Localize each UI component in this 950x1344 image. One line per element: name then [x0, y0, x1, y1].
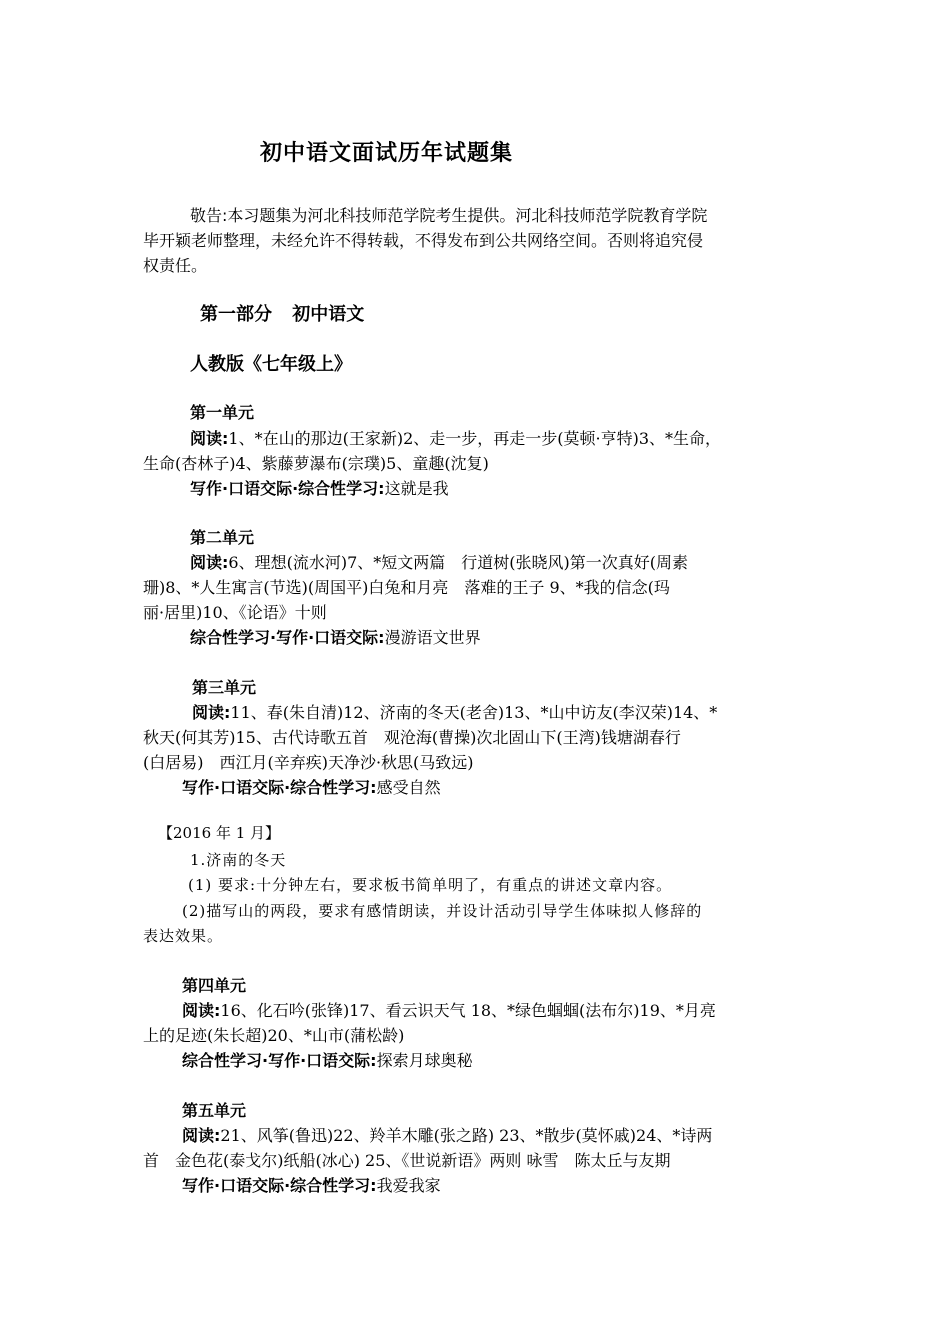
unit-2-reading-line-1	[190, 550, 688, 573]
unit-3-reading-line-2: 秋天(何其芳)15、古代诗歌五首 观沧海(曹操)次北固山下(王湾)钱塘湖春行	[143, 728, 681, 747]
unit-1-activity	[190, 476, 449, 499]
reading-text: 16、化石吟(张锋)17、看云识天气 18、*绿色蝈蝈(法布尔)19、*月亮	[220, 1001, 716, 1020]
reading-label: 阅读:	[182, 1001, 221, 1020]
reading-label: 阅读:	[182, 1126, 221, 1145]
reading-label: 阅读:	[190, 553, 229, 572]
unit-4-activity	[182, 1048, 473, 1071]
activity-text: 这就是我	[384, 479, 449, 498]
notice-line-3: 权责任。	[143, 256, 208, 275]
reading-text: 1、*在山的那边(王家新)2、走一步，再走一步(莫顿·亨特)3、*生命，	[228, 429, 722, 448]
reading-text: 11、春(朱自清)12、济南的冬天(老舍)13、*山中访友(李汉荣)14、*	[230, 703, 718, 722]
unit-3-reading-line-3: (白居易) 西江月(辛弃疾)天净沙·秋思(马致远)	[143, 753, 474, 772]
reading-label: 阅读:	[190, 429, 229, 448]
unit-5-reading-line-2: 首 金色花(泰戈尔)纸船(冰心) 25、《世说新语》两则 咏雪 陈太丘与友期	[143, 1151, 671, 1170]
reading-text: 6、理想(流水河)7、*短文两篇 行道树(张晓风)第一次真好(周素	[228, 553, 688, 572]
unit-3-activity	[182, 775, 441, 798]
unit-2-title: 第二单元	[190, 528, 255, 547]
unit-2-activity	[190, 625, 481, 648]
unit-5-reading-line-1	[182, 1123, 712, 1146]
notice-line-1: 敬告:本习题集为河北科技师范学院考生提供。河北科技师范学院教育学院	[190, 206, 708, 225]
document-title: 初中语文面试历年试题集	[260, 141, 514, 166]
activity-label: 写作·口语交际·综合性学习:	[182, 778, 377, 797]
unit-4-reading-line-1	[182, 998, 716, 1021]
unit-2-reading-line-2: 珊)8、*人生寓言(节选)(周国平)白兔和月亮 落难的王子 9、*我的信念(玛	[143, 578, 670, 597]
exam-requirement-1: (1) 要求:十分钟左右，要求板书简单明了，有重点的讲述文章内容。	[188, 876, 673, 894]
activity-label: 写作·口语交际·综合性学习:	[182, 1176, 377, 1195]
unit-2-reading-line-3: 丽·居里)10、《论语》十则	[143, 603, 327, 622]
exam-date: 【2016 年 1 月】	[158, 824, 281, 842]
book-title: 人教版《七年级上》	[190, 354, 352, 375]
activity-label: 综合性学习·写作·口语交际:	[182, 1051, 377, 1070]
activity-label: 写作·口语交际·综合性学习:	[190, 479, 385, 498]
unit-3-title: 第三单元	[192, 678, 257, 697]
activity-text: 探索月球奥秘	[376, 1051, 473, 1070]
activity-label: 综合性学习·写作·口语交际:	[190, 628, 385, 647]
exam-requirement-2-line-1: (2)描写山的两段，要求有感情朗读，并设计活动引导学生体味拟人修辞的	[182, 902, 703, 920]
notice-line-2: 毕开颖老师整理，未经允许不得转载，不得发布到公共网络空间。否则将追究侵	[143, 231, 704, 250]
unit-5-activity	[182, 1173, 441, 1196]
unit-1-reading-line-2: 生命(杏林子)4、紫藤萝瀑布(宗璞)5、童趣(沈复)	[143, 454, 489, 473]
reading-label: 阅读:	[192, 703, 231, 722]
exam-item-title: 1.济南的冬天	[190, 851, 287, 869]
unit-1-title: 第一单元	[190, 403, 255, 422]
reading-text: 21、风筝(鲁迅)22、羚羊木雕(张之路) 23、*散步(莫怀戚)24、*诗两	[220, 1126, 713, 1145]
exam-requirement-2-line-2: 表达效果。	[143, 927, 224, 945]
activity-text: 感受自然	[376, 778, 441, 797]
part-title: 第一部分 初中语文	[200, 304, 365, 325]
unit-4-title: 第四单元	[182, 976, 247, 995]
unit-4-reading-line-2: 上的足迹(朱长超)20、*山市(蒲松龄)	[143, 1026, 405, 1045]
unit-5-title: 第五单元	[182, 1101, 247, 1120]
activity-text: 我爱我家	[376, 1176, 441, 1195]
activity-text: 漫游语文世界	[384, 628, 481, 647]
unit-3-reading-line-1	[192, 700, 717, 723]
unit-1-reading-line-1	[190, 426, 721, 449]
